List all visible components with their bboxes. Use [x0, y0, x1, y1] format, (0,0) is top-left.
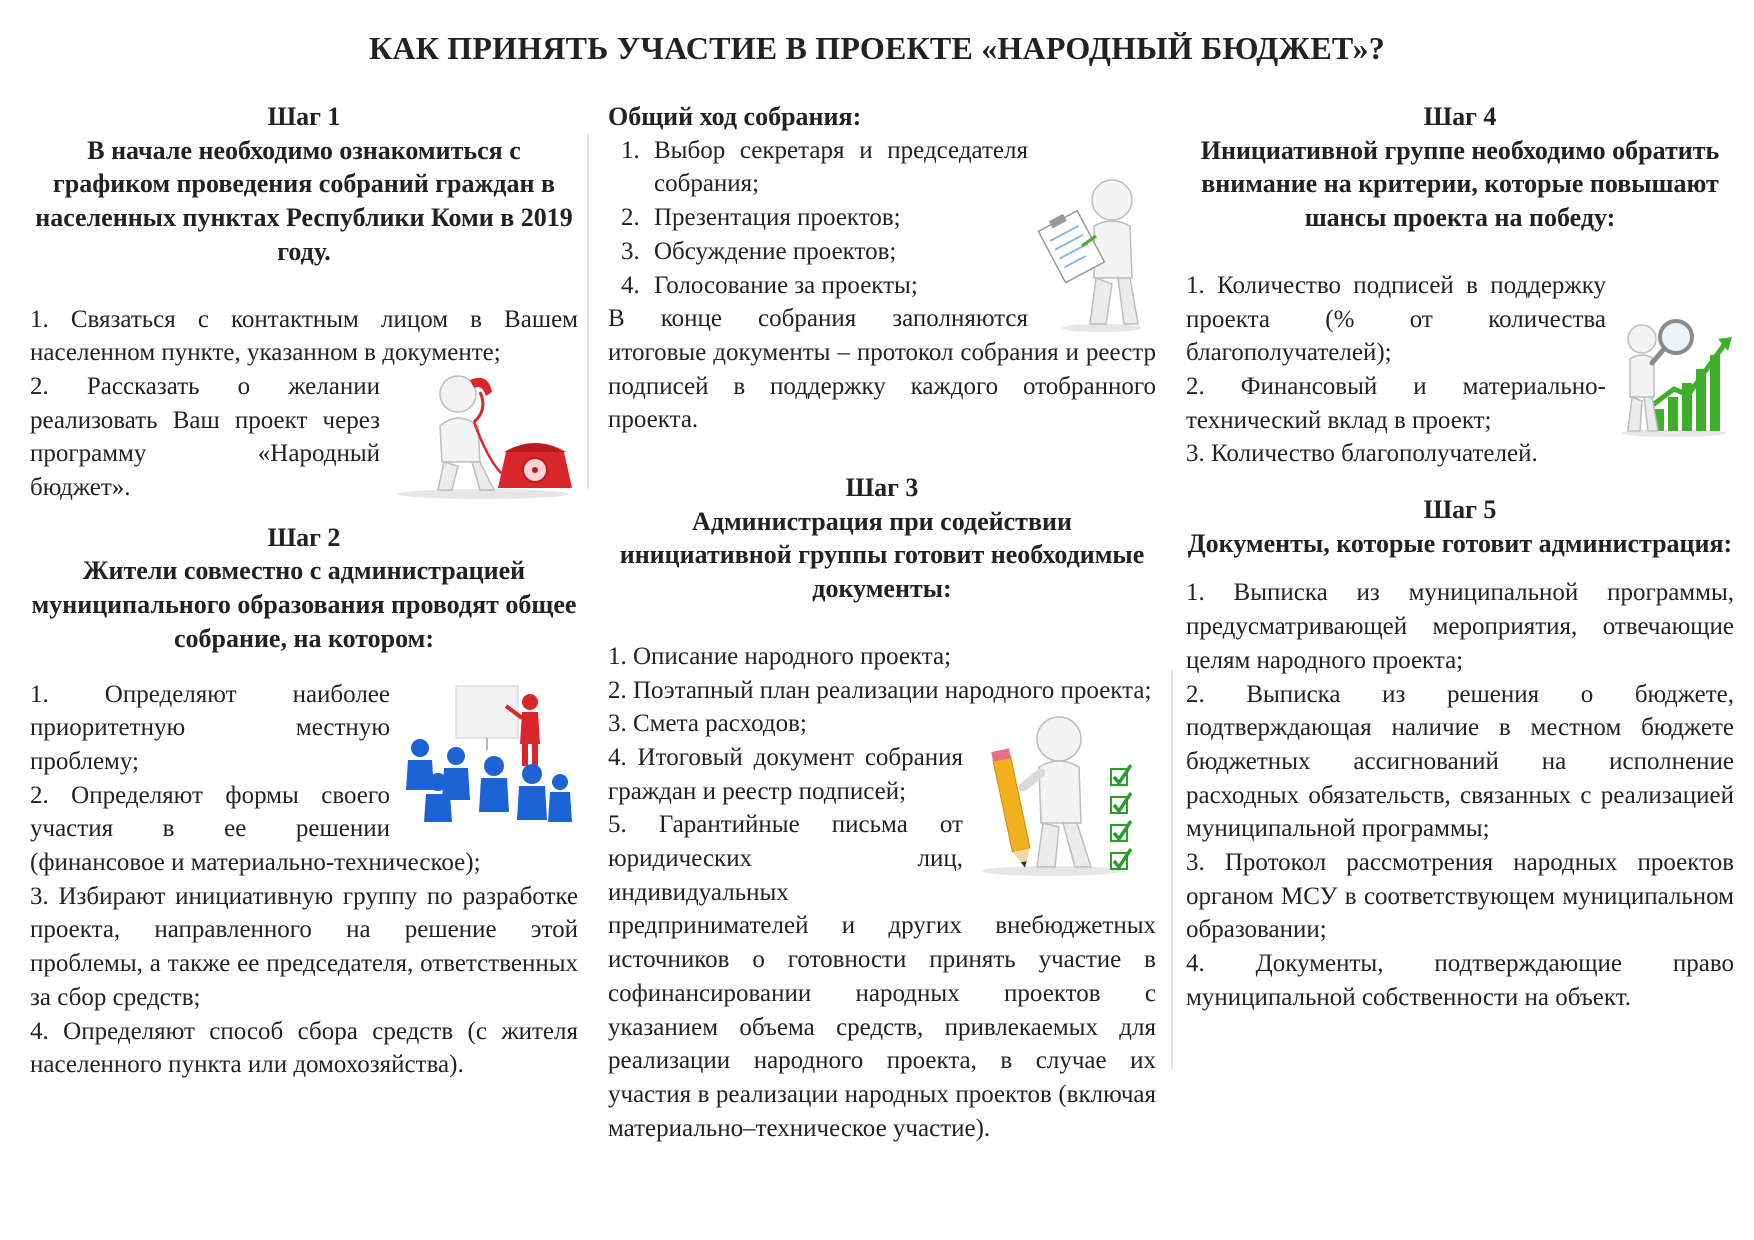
- step5-item-2: 2. Выписка из решения о бюджете, подтверждающая наличие в местном бюджете бюджетных ассигнований на исполнение расходных обязательств, связанных с реализацией муниципальной программы;: [1186, 680, 1734, 843]
- step3-item-5: 5. Гарантийные письма от юридических лиц, индивидуальных предпринимателей и других внебюджетных источников о готовности принять участие в софинансировании народных проектов с указанием объема средств, привлекаемых для реализации народного проекта, в случае их участия в реализации народных проектов (включая материально–техническое участие).: [608, 811, 1156, 1142]
- step4-item-3: 3. Количество благополучателей.: [1186, 440, 1538, 468]
- step3-item-3: 3. Смета расходов;: [608, 710, 807, 738]
- step4-label: Шаг 4: [1423, 102, 1497, 131]
- column-divider-right: [1171, 670, 1173, 1070]
- meeting-item: 3. Обсуждение проектов;: [646, 235, 1156, 269]
- step4-item-2: 2. Финансовый и материально-технический вклад в проект;: [1186, 372, 1606, 434]
- pencil-checklist-icon: [971, 707, 1156, 877]
- step2-item-4: 4. Определяют способ сбора средств (с жителя населенного пункта или домохозяйства).: [30, 1017, 578, 1079]
- step3-item-2: 2. Поэтапный план реализации народного проекта;: [608, 676, 1152, 704]
- step3-items-mid: [608, 707, 1156, 1145]
- column-left: [30, 100, 578, 1082]
- step3-heading: Администрация при содействии инициативной группы готовит необходимые документы:: [619, 506, 1145, 604]
- step5-item-4: 4. Документы, подтверждающие право муниципальной собственности на объект.: [1186, 950, 1734, 1011]
- step2-item-1: 1. Определяют наиболее приоритетную местную проблему;: [30, 680, 390, 775]
- clipboard-man-icon: [1036, 174, 1156, 334]
- step4-heading: Инициативной группе необходимо обратить внимание на критерии, которые повышают шансы проекта на победу:: [1200, 135, 1720, 233]
- column-right: [1186, 100, 1734, 1015]
- column-middle: [608, 100, 1156, 1145]
- step3-item-4: 4. Итоговый документ собрания граждан и реестр подписей;: [608, 743, 963, 805]
- step5-heading: Документы, которые готовит администрация:: [1187, 528, 1733, 558]
- step3-item-1: 1. Описание народного проекта;: [608, 642, 952, 670]
- meeting-item: 1. Выбор секретаря и председателя собрания;: [646, 134, 1156, 201]
- step4-items: [1186, 269, 1734, 471]
- meeting-item: 2. Презентация проектов;: [646, 201, 1156, 235]
- step1-item-2: 2. Рассказать о желании реализовать Ваш проект через программу «Народный бюджет».: [30, 372, 380, 502]
- step2-item-2: 2. Определяют формы своего участия в ее решении (финансовое и материально-техническое);: [30, 781, 481, 877]
- meeting-closing: В конце собрания заполняются итоговые документы – протокол собрания и реестр подписей в поддержку каждого отобранного проекта.: [608, 305, 1156, 434]
- step5-item-3: 3. Протокол рассмотрения народных проектов органом МСУ в соответствующем муниципальном образовании;: [1186, 849, 1734, 944]
- step3-label: Шаг 3: [845, 473, 919, 503]
- step5-item-1: 1. Выписка из муниципальной программы, предусматривающей мероприятия, отвечающие целям народного проекта;: [1186, 579, 1734, 674]
- step2-heading: Жители совместно с администрацией муниципального образования проводят общее собрание, на котором:: [31, 556, 577, 653]
- step1-heading: В начале необходимо ознакомиться с графиком проведения собраний граждан в населенных пунктах Республики Коми в 2019 году.: [35, 135, 573, 266]
- step1-item-2-block: [30, 370, 578, 505]
- step4-item-1: 1. Количество подписей в поддержку проекта (% от количества благополучателей);: [1186, 271, 1606, 367]
- step2-label: Шаг 2: [267, 522, 341, 552]
- meeting-block: [608, 134, 1156, 437]
- presentation-audience-icon: [398, 678, 578, 828]
- step1-label: Шаг 1: [267, 102, 341, 131]
- meeting-heading: Общий ход собрания:: [608, 102, 862, 131]
- column-divider-left: [587, 134, 589, 489]
- step2-items-top: [30, 678, 578, 880]
- telephone-illustration-icon: [388, 370, 578, 500]
- step1-item-1: 1. Связаться с контактным лицом в Вашем населенном пункте, указанном в документе;: [30, 305, 578, 367]
- step5-label: Шаг 5: [1423, 495, 1497, 525]
- meeting-item: 4. Голосование за проекты;: [646, 269, 1156, 303]
- page-title: КАК ПРИНЯТЬ УЧАСТИЕ В ПРОЕКТЕ «НАРОДНЫЙ БЮДЖЕТ»?: [368, 30, 1385, 66]
- magnifier-growth-icon: [1614, 309, 1734, 439]
- step2-item-3: 3. Избирают инициативную группу по разработке проекта, направленного на решение этой проблемы, а также ее председателя, ответственных за сбор средств;: [30, 882, 578, 1011]
